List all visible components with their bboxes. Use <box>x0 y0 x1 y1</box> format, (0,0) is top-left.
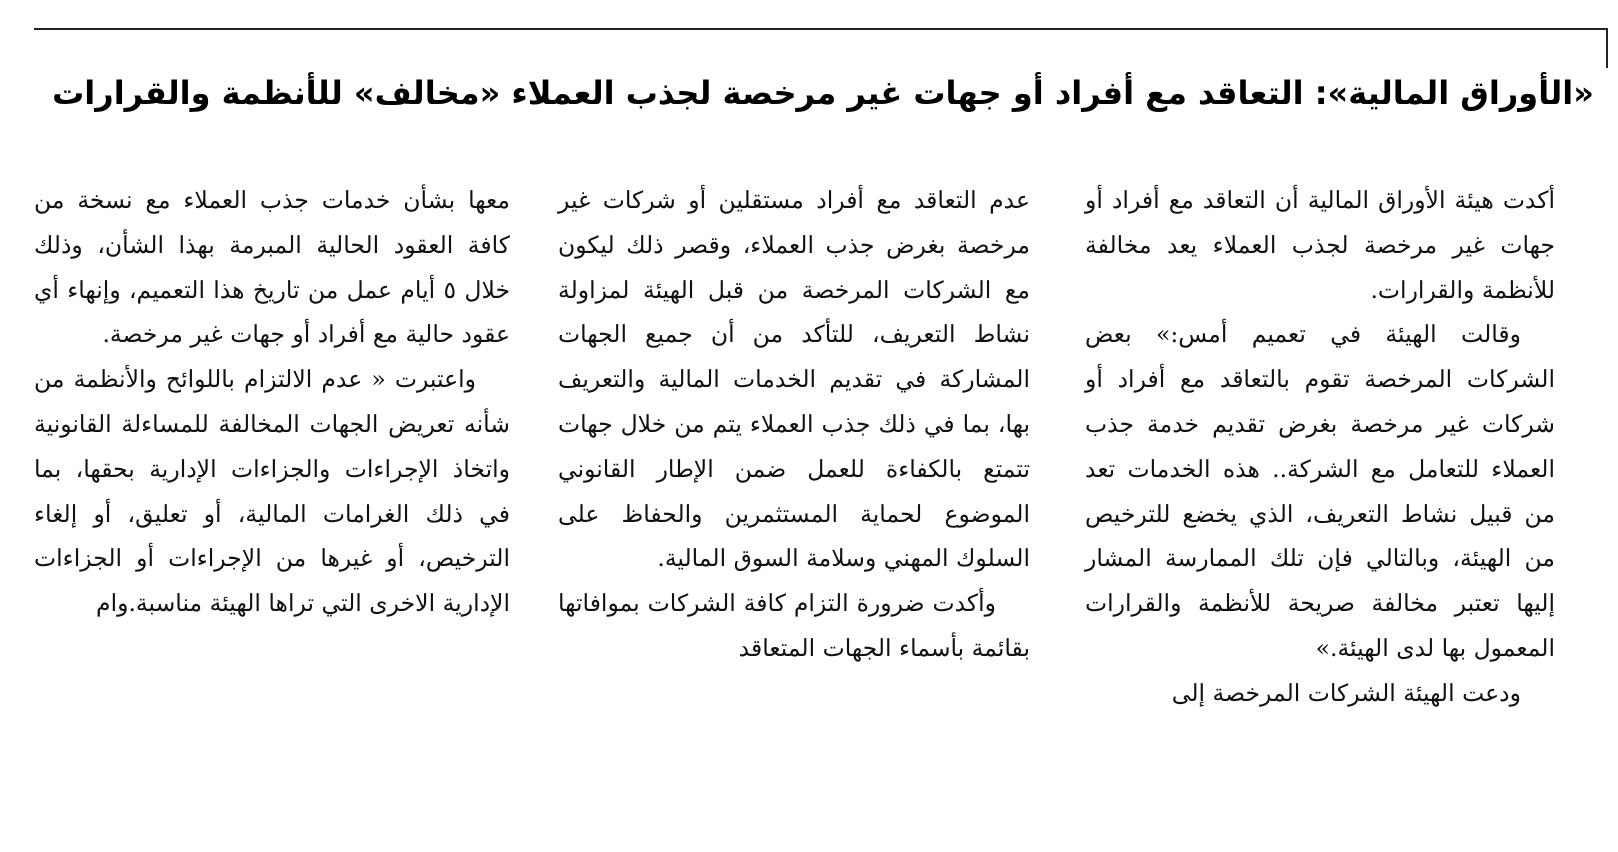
article-headline: «الأوراق المالية»: التعاقد مع أفراد أو جهات غير مرخصة لجذب العملاء «مخالف» للأنظمة والقرارات <box>52 74 1594 112</box>
paragraph: عدم التعاقد مع أفراد مستقلين أو شركات غير مرخصة بغرض جذب العملاء، وقصر ذلك ليكون مع الشركات المرخصة من قبل الهيئة لمزاولة نشاط التعريف، للتأكد من أن جميع الجهات المشاركة في تقديم الخدمات المالية والتعريف بها، بما في ذلك جذب العملاء يتم من خلال جهات تتمتع بالكفاءة للعمل ضمن الإطار القانوني الموضوع لحماية المستثمرين والحفاظ على السلوك المهني وسلامة السوق المالية. <box>558 186 1030 573</box>
top-divider <box>34 28 1608 30</box>
article-column-2 <box>558 178 1030 671</box>
paragraph: واعتبرت « عدم الالتزام باللوائح والأنظمة من شأنه تعريض الجهات المخالفة للمساءلة القانونية واتخاذ الإجراءات والجزاءات الإدارية بحقها، بما في ذلك الغرامات المالية، أو تعليق، أو إلغاء الترخيص، أو غيرها من الإجراءات أو الجزاءات الإدارية الاخرى التي تراها الهيئة مناسبة.وام <box>34 365 510 618</box>
paragraph: وأكدت ضرورة التزام كافة الشركات بموافاتها بقائمة بأسماء الجهات المتعاقد <box>558 589 1030 662</box>
paragraph: أكدت هيئة الأوراق المالية أن التعاقد مع أفراد أو جهات غير مرخصة لجذب العملاء يعد مخالفة للأنظمة والقرارات. <box>1085 186 1555 304</box>
paragraph: وقالت الهيئة في تعميم أمس:» بعض الشركات المرخصة تقوم بالتعاقد مع أفراد أو شركات غير مرخصة بغرض تقديم خدمة جذب العملاء للتعامل مع الشركة.. هذه الخدمات تعد من قبيل نشاط التعريف، الذي يخضع للترخيص من الهيئة، وبالتالي فإن تلك الممارسة المشار إليها تعتبر مخالفة صريحة للأنظمة والقرارات المعمول بها لدى الهيئة.» <box>1085 320 1555 662</box>
corner-divider <box>1606 28 1608 68</box>
paragraph: ودعت الهيئة الشركات المرخصة إلى <box>1171 678 1521 707</box>
article-column-1 <box>1085 178 1555 716</box>
article-column-3 <box>34 178 510 626</box>
paragraph: معها بشأن خدمات جذب العملاء مع نسخة من كافة العقود الحالية المبرمة بهذا الشأن، وذلك خلال ٥ أيام عمل من تاريخ هذا التعميم، وإنهاء أي عقود حالية مع أفراد أو جهات غير مرخصة. <box>34 186 510 349</box>
